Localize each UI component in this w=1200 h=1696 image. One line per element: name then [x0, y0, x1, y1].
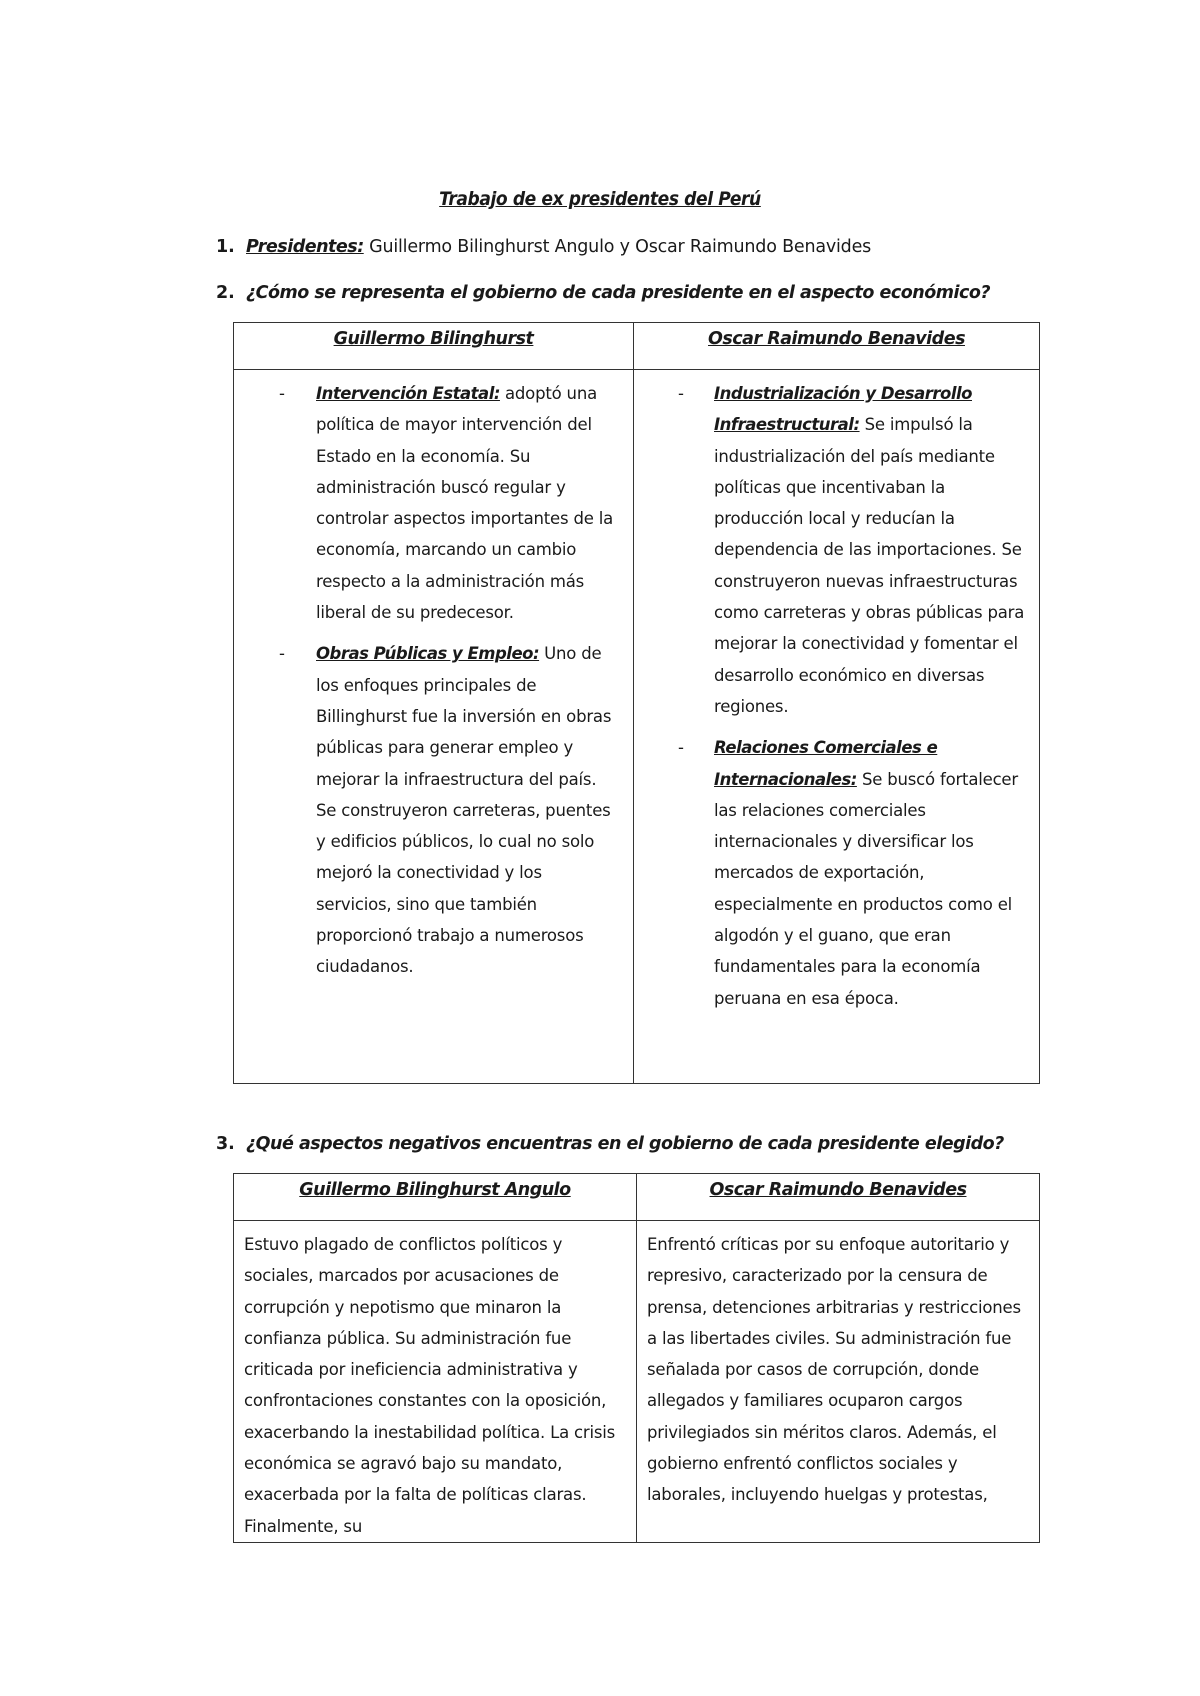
bullet-dash: -	[678, 384, 684, 403]
bullet-dash: -	[678, 738, 684, 758]
list-item	[634, 732, 1039, 1014]
question-2	[216, 282, 1176, 304]
question-1-answer: Guillermo Bilinghurst Angulo y Oscar Raimundo Benavides	[363, 237, 872, 257]
table-row	[234, 370, 1040, 1084]
item-text: Se impulsó la industrialización del país mediante políticas que incentivaban la producción local y reducían la dependencia de las importaciones. Se construyeron nuevas infraestructuras como carreteras y obras públicas para mejorar la conectividad y fomentar el desarrollo económico en diversas regiones.	[714, 415, 1025, 716]
billinghurst-economic-list	[234, 370, 633, 983]
negative-aspects-table	[233, 1173, 1040, 1543]
question-2-text: ¿Cómo se representa el gobierno de cada presidente en el aspecto económico?	[246, 283, 990, 303]
item-term: Relaciones Comerciales e Internacionales:	[714, 738, 938, 789]
billinghurst-economic-cell	[234, 370, 634, 1084]
item-text: adoptó una política de mayor intervención del Estado en la economía. Su administración buscó regular y controlar aspectos importantes de la economía, marcando un cambio respecto a la administración más liberal de su predecesor.	[316, 384, 614, 623]
item-text: Se buscó fortalecer las relaciones comerciales internacionales y diversificar los mercados de exportación, especialmente en productos como el algodón y el guano, que eran fundamentales para la economía peruana en esa época.	[714, 769, 1018, 1008]
item-text: Uno de los enfoques principales de Billinghurst fue la inversión en obras públicas para generar empleo y mejorar la infraestructura del país. Se construyeron carreteras, puentes y edificios públicos, lo cual no solo mejoró la conectividad y los servicios, sino que también proporcionó trabajo a numerosos ciudadanos.	[316, 644, 612, 977]
column-header-billinghurst-angulo: Guillermo Bilinghurst Angulo	[234, 1174, 637, 1221]
benavides-negative-text: Enfrentó críticas por su enfoque autoritario y represivo, caracterizado por la censura de prensa, detenciones arbitrarias y restricciones a las libertades civiles. Su administración fue señalada por casos de corrupción, donde allegados y familiares ocuparon cargos privilegiados sin méritos claros. Además, el gobierno enfrentó conflictos sociales y laborales, incluyendo huelgas y protestas,	[647, 1235, 1021, 1505]
question-3-number: 3.	[216, 1134, 235, 1154]
list-item	[234, 378, 633, 628]
billinghurst-negative-cell	[234, 1221, 637, 1543]
column-header-billinghurst: Guillermo Bilinghurst	[234, 323, 634, 370]
question-1	[216, 236, 1176, 258]
table-row	[234, 1221, 1040, 1543]
question-3	[216, 1133, 1176, 1155]
item-term: Obras Públicas y Empleo:	[316, 644, 540, 664]
bullet-dash: -	[279, 644, 285, 664]
question-2-number: 2.	[216, 283, 235, 303]
billinghurst-negative-text: Estuvo plagado de conflictos políticos y sociales, marcados por acusaciones de corrupción y nepotismo que minaron la confianza pública. Su administración fue criticada por ineficiencia administrativa y confrontaciones constantes con la oposición, exacerbando la inestabilidad política. La crisis económica se agravó bajo su mandato, exacerbada por la falta de políticas claras. Finalmente, su	[244, 1235, 616, 1536]
question-1-number: 1.	[216, 237, 235, 257]
list-item	[634, 378, 1039, 722]
list-item	[234, 638, 633, 982]
column-header-benavides: Oscar Raimundo Benavides	[634, 323, 1040, 370]
document-title: Trabajo de ex presidentes del Perú	[439, 188, 761, 210]
question-1-label: Presidentes:	[246, 237, 364, 257]
benavides-negative-cell	[637, 1221, 1040, 1543]
table-header-row	[234, 323, 1040, 370]
economic-aspects-table	[233, 322, 1040, 1084]
benavides-economic-list	[634, 370, 1039, 1014]
benavides-economic-cell	[634, 370, 1040, 1084]
item-term: Intervención Estatal:	[316, 384, 500, 403]
column-header-benavides: Oscar Raimundo Benavides	[637, 1174, 1040, 1221]
table-header-row	[234, 1174, 1040, 1221]
item-term: Industrialización y Desarrollo Infraestructural:	[714, 384, 972, 435]
question-3-text: ¿Qué aspectos negativos encuentras en el gobierno de cada presidente elegido?	[246, 1134, 1004, 1154]
bullet-dash: -	[279, 384, 285, 403]
